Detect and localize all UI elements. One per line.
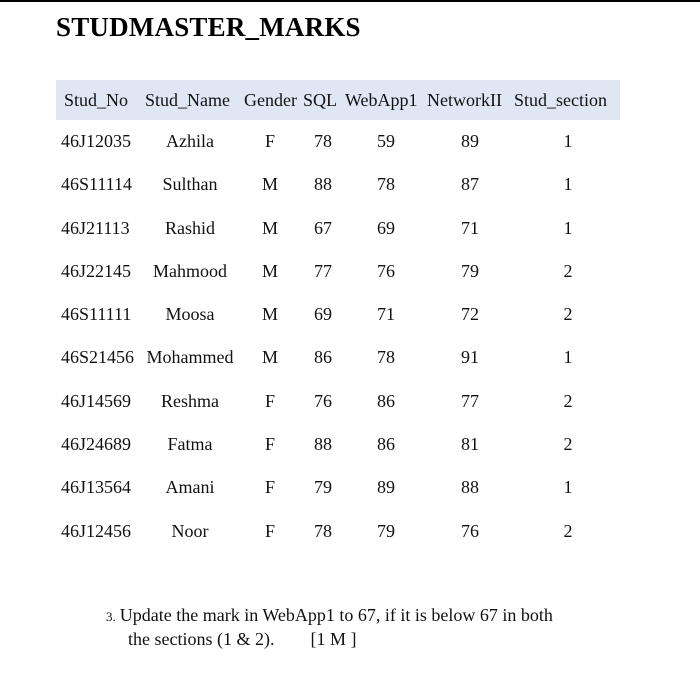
cell-sql: 69 [314,304,332,325]
header-stud-no: Stud_No [64,90,129,110]
cell-networkii: 77 [461,390,479,411]
table-row [56,380,620,423]
cell-webapp1: 86 [377,390,395,411]
header-networkii: NetworkII [427,90,502,110]
cell-webapp1: 69 [377,217,395,238]
cell-sql: 67 [314,217,332,238]
cell-stud-name: Mohammed [146,347,234,368]
cell-stud-name: Moosa [165,304,215,325]
table-row [56,120,620,163]
cell-webapp1: 86 [377,434,395,455]
cell-gender: M [261,347,279,368]
cell-stud-name: Fatma [167,434,213,455]
cell-sql: 88 [314,174,332,195]
cell-networkii: 72 [461,304,479,325]
cell-stud-no: 46J24689 [61,434,132,455]
cell-webapp1: 89 [377,477,395,498]
header-sql: SQL [303,90,338,110]
cell-stud-name: Reshma [161,390,219,411]
table-row [56,207,620,250]
cell-webapp1: 59 [377,131,395,151]
table-row [56,250,620,293]
cell-stud-section: 2 [563,520,573,541]
cell-networkii: 91 [461,347,479,368]
cell-stud-no: 46S11111 [61,304,132,325]
cell-stud-section: 1 [563,217,573,238]
cell-gender: M [261,174,279,195]
cell-gender: F [264,434,276,455]
cell-sql: 86 [314,347,332,368]
cell-stud-name: Azhila [166,131,214,151]
cell-networkii: 76 [461,520,479,541]
cell-gender: F [264,477,276,498]
table-row [56,466,620,509]
header-stud-name: Stud_Name [145,90,230,110]
cell-sql: 78 [314,520,332,541]
cell-networkii: 88 [461,477,479,498]
cell-networkii: 81 [461,434,479,455]
cell-stud-no: 46J21113 [61,217,130,238]
question-text [106,604,553,650]
cell-stud-no: 46J14569 [61,390,132,411]
cell-webapp1: 79 [377,520,395,541]
question-marks: [1 M ] [310,629,357,649]
table-row [56,163,620,206]
cell-stud-section: 2 [563,304,573,325]
page-title: STUDMASTER_MARKS [56,12,361,42]
cell-stud-name: Amani [165,477,215,498]
header-stud-section: Stud_section [514,90,607,110]
table-row [56,423,620,466]
question-number: 3. [106,609,116,624]
cell-stud-no: 46J13564 [61,477,132,498]
cell-stud-section: 2 [563,260,573,281]
cell-stud-name: Sulthan [162,174,218,195]
cell-stud-no: 46S21456 [61,347,135,368]
cell-webapp1: 78 [377,347,395,368]
table-row [56,336,620,379]
header-gender: Gender [244,90,297,110]
cell-networkii: 71 [461,217,479,238]
cell-networkii: 87 [461,174,479,195]
question-line-2-wrapper [106,628,553,650]
cell-stud-section: 1 [563,347,573,368]
cell-gender: M [261,217,279,238]
cell-webapp1: 76 [377,260,395,281]
cell-stud-section: 2 [563,434,573,455]
header-webapp1: WebApp1 [345,90,418,110]
cell-stud-section: 2 [563,390,573,411]
cell-stud-section: 1 [563,477,573,498]
cell-stud-no: 46J12456 [61,520,132,541]
cell-sql: 78 [314,131,332,151]
cell-stud-name: Rashid [164,217,216,238]
cell-stud-no: 46J22145 [61,260,132,281]
cell-webapp1: 71 [377,304,395,325]
top-border [0,0,700,2]
cell-stud-name: Noor [171,520,209,541]
cell-stud-name: Mahmood [153,260,227,281]
table-row [56,293,620,336]
cell-gender: F [264,390,276,411]
cell-networkii: 89 [461,131,479,151]
table-row [56,510,620,553]
question-line-1: Update the mark in WebApp1 to 67, if it is below 67 in both [119,605,553,625]
cell-gender: M [261,304,279,325]
cell-gender: F [264,520,276,541]
cell-sql: 76 [314,390,332,411]
cell-stud-section: 1 [563,174,573,195]
marks-table [56,80,620,553]
cell-sql: 79 [314,477,332,498]
cell-sql: 88 [314,434,332,455]
cell-gender: F [264,131,276,151]
cell-gender: M [261,260,279,281]
cell-stud-no: 46S11114 [61,174,133,195]
cell-stud-no: 46J12035 [61,131,132,151]
table-header-row [56,80,620,120]
cell-networkii: 79 [461,260,479,281]
cell-sql: 77 [314,260,332,281]
question-line-2: the sections (1 & 2). [128,629,275,649]
cell-stud-section: 1 [563,131,573,151]
cell-webapp1: 78 [377,174,395,195]
